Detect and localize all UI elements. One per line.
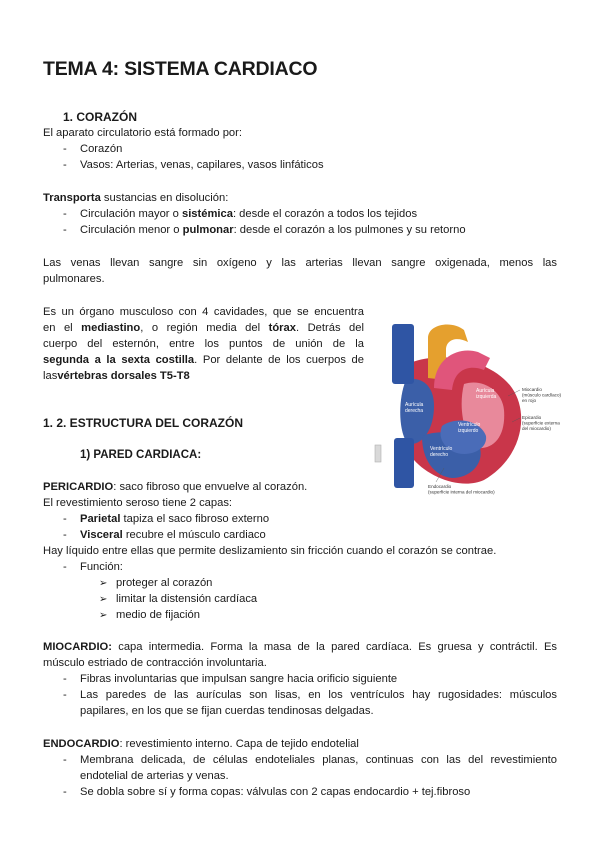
transporta-rest: sustancias en disolución: bbox=[100, 192, 229, 204]
pericardio-line-2: El revestimiento seroso tiene 2 capas: bbox=[43, 497, 233, 509]
miocardio-rest: capa intermedia. Forma la masa de la pared cardíaca. Es gruesa y contráctil. Es bbox=[111, 641, 557, 653]
arrow-bullet-icon: ➢ bbox=[99, 610, 108, 621]
organo-l2-c: , o región media del bbox=[140, 322, 269, 334]
organo-l2-a: en el bbox=[43, 322, 82, 334]
heart-diagram bbox=[372, 318, 562, 498]
endocardio-bold: ENDOCARDIO bbox=[43, 738, 120, 750]
organo-l4-c: . Por delante de los cuerpos de bbox=[194, 354, 364, 366]
label-endocardio: Endocardio (superficie interna del miocardio) bbox=[428, 484, 495, 495]
list-item: Vasos: Arterias, venas, capilares, vasos linfáticos bbox=[80, 159, 324, 171]
pericardio-rest: : saco fibroso que envuelve al corazón. bbox=[113, 481, 308, 493]
parietal-bold: Parietal bbox=[80, 513, 121, 525]
bullet-dash: - bbox=[63, 673, 67, 685]
visceral-bold: Visceral bbox=[80, 529, 123, 541]
figure-mark bbox=[375, 445, 381, 462]
miocardio-item-2-l1: Las paredes de las aurículas son lisas, en los ventrículos hay rugosidades: músculos bbox=[80, 689, 557, 701]
organo-line-4 bbox=[43, 353, 364, 369]
label-ven-izq: Ventrículo izquierdo bbox=[458, 422, 481, 434]
funcion-label: Función: bbox=[80, 561, 123, 573]
list-item-parietal bbox=[80, 512, 269, 528]
arrow-bullet-icon: ➢ bbox=[99, 578, 108, 589]
section-heading-corazon: 1. CORAZÓN bbox=[63, 110, 138, 124]
bullet-dash: - bbox=[63, 754, 67, 766]
miocardio-line-2: músculo estriado de contracción involuntaria. bbox=[43, 657, 267, 669]
organo-line-1: Es un órgano musculoso con 4 cavidades, que se encuentra bbox=[43, 306, 364, 318]
organo-line-2 bbox=[43, 321, 364, 337]
inferior-vena-cava bbox=[394, 438, 414, 488]
list-item-circulacion-mayor bbox=[80, 207, 417, 223]
label-ven-der: Ventrículo derecho bbox=[430, 446, 453, 458]
page-title: TEMA 4: SISTEMA CARDIACO bbox=[43, 58, 318, 80]
endocardio-line bbox=[43, 737, 359, 753]
organo-line-3: cuerpo del esternón, entre los puntos de unión de la bbox=[43, 338, 364, 350]
organo-l5-bold: vértebras dorsales T5-T8 bbox=[57, 370, 190, 382]
pericardio-line bbox=[43, 480, 307, 496]
endocardio-item-2: Se dobla sobre sí y forma copas: válvulas con 2 capas endocardio + tej.fibroso bbox=[80, 786, 471, 798]
venas-line-2: pulmonares. bbox=[43, 273, 105, 285]
bullet-dash: - bbox=[63, 689, 67, 701]
list-item: Corazón bbox=[80, 143, 123, 155]
bullet-dash: - bbox=[63, 143, 67, 155]
label-aur-der: Aurícula derecha bbox=[405, 402, 424, 414]
transporta-bold: Transporta bbox=[43, 192, 101, 204]
bullet-dash: - bbox=[63, 224, 67, 236]
c2-a: Circulación menor o bbox=[80, 224, 183, 236]
funcion-item: medio de fijación bbox=[116, 609, 200, 621]
c1-a: Circulación mayor o bbox=[80, 208, 182, 220]
bullet-dash: - bbox=[63, 529, 67, 541]
bullet-dash: - bbox=[63, 208, 67, 220]
endocardio-rest: : revestimiento interno. Capa de tejido endotelial bbox=[119, 738, 359, 750]
subheading-pared: 1) PARED CARDIACA: bbox=[80, 449, 202, 461]
venas-line-1: Las venas llevan sangre sin oxígeno y las arterias llevan sangre oxigenada, menos las bbox=[43, 257, 557, 269]
label-miocardio: Miocardio (músculo cardíaco) en rojo bbox=[522, 387, 562, 403]
pericardio-bold: PERICARDIO bbox=[43, 481, 114, 493]
organo-l4-bold: segunda a la sexta costilla bbox=[43, 354, 195, 366]
list-item-circulacion-menor bbox=[80, 223, 466, 239]
c2-c: : desde el corazón a los pulmones y su retorno bbox=[233, 224, 466, 236]
organo-l2-e: . Detrás del bbox=[295, 322, 364, 334]
c2-bold: pulmonar bbox=[182, 224, 234, 236]
organo-l2-bold: mediastino bbox=[81, 322, 141, 334]
c1-c: : desde el corazón a todos los tejidos bbox=[232, 208, 418, 220]
miocardio-item-1: Fibras involuntarias que impulsan sangre hacia orificio siguiente bbox=[80, 673, 398, 685]
bullet-dash: - bbox=[63, 159, 67, 171]
organo-l2-bold2: tórax bbox=[268, 322, 296, 334]
miocardio-bold: MIOCARDIO: bbox=[43, 641, 112, 653]
transporta-text bbox=[43, 191, 228, 207]
visceral-rest: recubre el músculo cardiaco bbox=[122, 529, 266, 541]
bullet-dash: - bbox=[63, 561, 67, 573]
endocardio-item-1-l2: endotelial de arterias y venas. bbox=[80, 770, 229, 782]
liquido-line: Hay líquido entre ellas que permite deslizamiento sin fricción cuando el corazón se contrae. bbox=[43, 545, 497, 557]
bullet-dash: - bbox=[63, 513, 67, 525]
endocardio-item-1-l1: Membrana delicada, de células endoteliales planas, continuas con las del revestimiento bbox=[80, 754, 557, 766]
section-heading-estructura: 1. 2. ESTRUCTURA DEL CORAZÓN bbox=[43, 416, 244, 430]
organo-line-5 bbox=[43, 369, 190, 385]
miocardio-line-1 bbox=[43, 640, 557, 656]
funcion-item: limitar la distensión cardíaca bbox=[116, 593, 258, 605]
superior-vena-cava bbox=[392, 324, 414, 384]
list-item-visceral bbox=[80, 528, 266, 544]
miocardio-item-2-l2: papilares, en los que se fijan cuerdas tendinosas delgadas. bbox=[80, 705, 374, 717]
bullet-dash: - bbox=[63, 786, 67, 798]
c1-bold: sistémica bbox=[181, 208, 233, 220]
intro-text: El aparato circulatorio está formado por: bbox=[43, 127, 242, 139]
organo-l5-a: las bbox=[43, 370, 58, 382]
label-epicardio: Epicardio (superficie externa del miocardio) bbox=[522, 415, 560, 431]
arrow-bullet-icon: ➢ bbox=[99, 594, 108, 605]
parietal-rest: tapiza el saco fibroso externo bbox=[120, 513, 270, 525]
funcion-item: proteger al corazón bbox=[116, 577, 213, 589]
label-aur-izq: Aurícula izquierda bbox=[476, 388, 497, 400]
